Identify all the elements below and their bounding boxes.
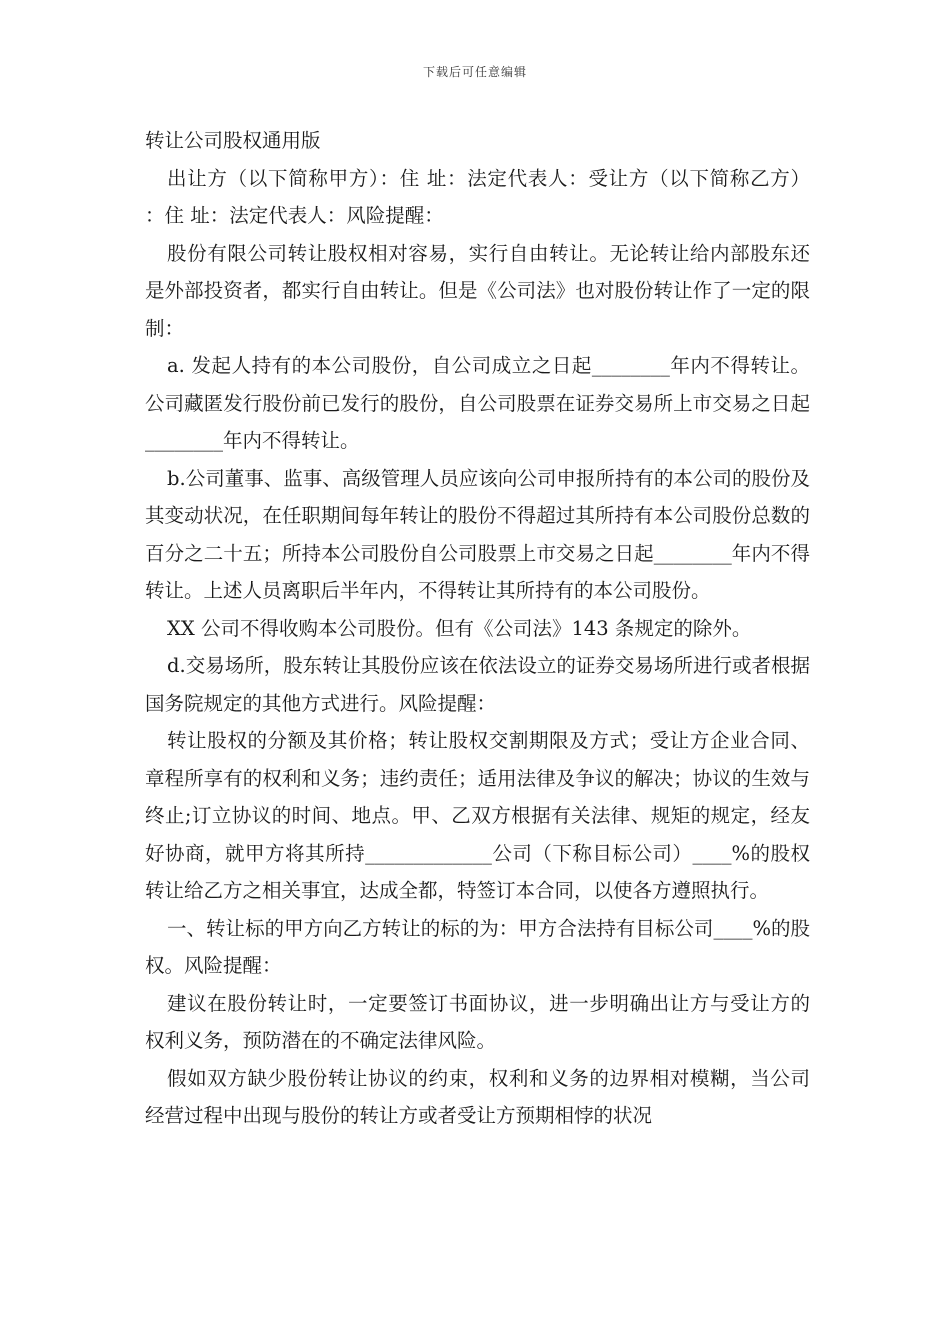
paragraph-clause-c: XX 公司不得收购本公司股份。但有《公司法》143 条规定的除外。 xyxy=(167,616,752,640)
paragraph-advice: 建议在股份转让时，一定要签订书面协议，进一步明确出让方与受让方的权利义务，预防潜在的不确定法律风险。 xyxy=(145,991,810,1052)
paragraph-risk: 假如双方缺少股份转让协议的约束，权利和义务的边界相对模糊，当公司经营过程中出现与股份的转让方或者受让方预期相悖的状况 xyxy=(145,1066,810,1127)
paragraph-clause-a: a. 发起人持有的本公司股份，自公司成立之日起________年内不得转让。公司藏匿发行股份前已发行的股份，自公司股票在证券交易所上市交易之日起________年内不得转让。 xyxy=(145,354,810,452)
document-title: 转让公司股权通用版 xyxy=(145,129,321,152)
document-body xyxy=(145,122,810,1135)
paragraph-parties: 出让方（以下简称甲方）：住 址：法定代表人：受让方（以下简称乙方） ：住 址：法定代表人：风险提醒： xyxy=(145,166,810,227)
paragraph-transfer-overview: 股份有限公司转让股权相对容易，实行自由转让。无论转让给内部股东还是外部投资者，都实行自由转让。但是《公司法》也对股份转让作了一定的限制： xyxy=(145,241,810,340)
paragraph-clause-d: d.交易场所，股东转让其股份应该在依法设立的证券交易场所进行或者根据国务院规定的其他方式进行。风险提醒： xyxy=(145,654,810,715)
header-note: 下载后可任意编辑 xyxy=(422,65,527,79)
paragraph-terms: 转让股权的分额及其价格；转让股权交割期限及方式；受让方企业合同、章程所享有的权利和义务；违约责任；适用法律及争议的解决；协议的生效与终止;订立协议的时间、地点。甲、乙双方根据有关法律、规矩的规定，经友好协商，就甲方将其所持_____________公司（下称目标公司）____%的股权转让给乙方之相关事宜，达成全都，特签订本合同，以使各方遵照执行。 xyxy=(145,729,810,902)
paragraph-clause-b: b.公司董事、监事、高级管理人员应该向公司申报所持有的本公司的股份及其变动状况，在任职期间每年转让的股份不得超过其所持有本公司股份总数的百分之二十五；所持本公司股份自公司股票上市交易之日起________年内不得转让。上述人员离职后半年内，不得转让其所持有的本公司股份。 xyxy=(145,466,810,602)
paragraph-section-one: 一、转让标的甲方向乙方转让的标的为：甲方合法持有目标公司____%的股权。风险提醒： xyxy=(145,916,810,977)
